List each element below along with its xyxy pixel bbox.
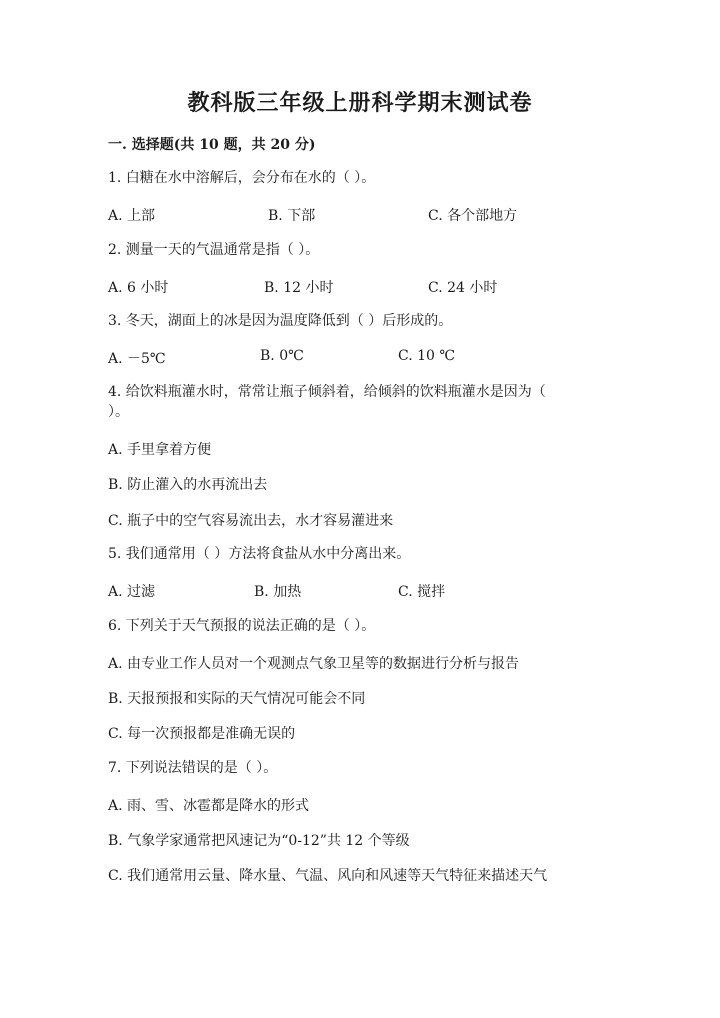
exam-title: 教科版三年级上册科学期末测试卷: [187, 90, 533, 116]
q2-option-a: A. 6 小时: [108, 280, 169, 296]
q1-option-a: A. 上部: [108, 208, 156, 224]
section-heading: 一. 选择题(共 10 题，共 20 分): [108, 137, 316, 153]
q2-option-c: C. 24 小时: [428, 280, 498, 296]
q4-option-c: C. 瓶子中的空气容易流出去，水才容易灌进来: [108, 513, 394, 529]
q4-option-b: B. 防止灌入的水再流出去: [108, 477, 268, 493]
q4-option-a: A. 手里拿着方便: [108, 442, 212, 458]
question-4: 4. 给饮料瓶灌水时，常常让瓶子倾斜着，给倾斜的饮料瓶灌水是因为（ ）。: [108, 384, 546, 420]
q1-option-b: B. 下部: [268, 208, 316, 224]
question-1: 1. 白糖在水中溶解后，会分布在水的（ ）。: [108, 170, 376, 186]
question-5: 5. 我们通常用（ ）方法将食盐从水中分离出来。: [108, 546, 411, 562]
q3-option-a: A. －5℃: [108, 351, 166, 367]
q7-option-b: B. 气象学家通常把风速记为“0-12”共 12 个等级: [108, 833, 410, 849]
q2-option-b: B. 12 小时: [264, 280, 334, 296]
q6-option-b: B. 天报预报和实际的天气情况可能会不同: [108, 691, 366, 707]
q3-option-b: B. 0℃: [260, 348, 304, 364]
q6-option-a: A. 由专业工作人员对一个观测点气象卫星等的数据进行分析与报告: [108, 656, 520, 672]
question-7: 7. 下列说法错误的是（ ）。: [108, 760, 278, 776]
q1-option-c: C. 各个部地方: [428, 208, 518, 224]
question-2: 2. 测量一天的气温通常是指（ ）。: [108, 242, 320, 258]
q7-option-a: A. 雨、雪、冰雹都是降水的形式: [108, 798, 310, 814]
question-3: 3. 冬天，湖面上的冰是因为温度降低到（ ）后形成的。: [108, 313, 453, 329]
q6-option-c: C. 每一次预报都是准确无误的: [108, 726, 296, 742]
q5-option-b: B. 加热: [254, 584, 302, 600]
question-6: 6. 下列关于天气预报的说法正确的是（ ）。: [108, 618, 376, 634]
q5-option-a: A. 过滤: [108, 584, 156, 600]
q7-option-c: C. 我们通常用云量、降水量、气温、风向和风速等天气特征来描述天气: [108, 868, 548, 884]
q3-option-c: C. 10 ℃: [398, 348, 456, 364]
q5-option-c: C. 搅拌: [398, 584, 446, 600]
